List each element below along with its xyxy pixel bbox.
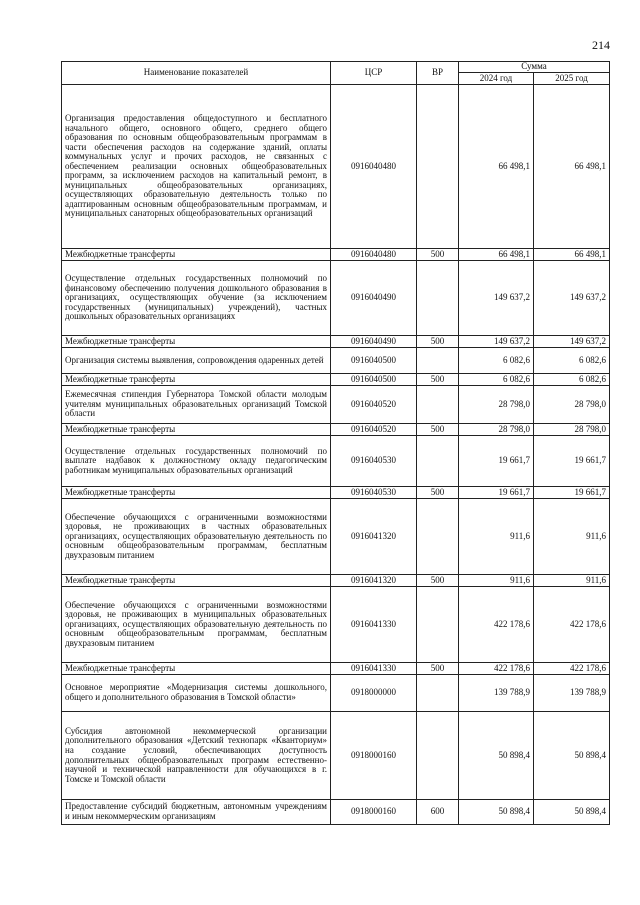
- row-sum-2025: 149 637,2: [534, 336, 610, 348]
- table-row: [62, 374, 610, 386]
- row-name: Организация системы выявления, сопровождения одаренных детей: [62, 348, 331, 374]
- row-sum-2024: 28 798,0: [459, 424, 534, 436]
- row-sum-2025: 50 898,4: [534, 712, 610, 800]
- table-row: [62, 499, 610, 575]
- row-sum-2024: 139 788,9: [459, 675, 534, 712]
- row-name: Осуществление отдельных государственных полномочий по финансовому обеспечению получения дошкольного образования в организациях, осуществляющих обучение (за исключением государственных (муниципальных) учреждений), частных дошкольных образовательных организациях: [62, 261, 331, 336]
- table-row: [62, 424, 610, 436]
- row-sum-2024: 911,6: [459, 575, 534, 587]
- table-header: [62, 62, 610, 85]
- table-row: [62, 675, 610, 712]
- row-name: Межбюджетные трансферты: [62, 249, 331, 261]
- row-sum-2024: 50 898,4: [459, 712, 534, 800]
- row-sum-2024: 149 637,2: [459, 261, 534, 336]
- row-vr: [417, 85, 459, 249]
- row-sum-2025: 6 082,6: [534, 374, 610, 386]
- row-sum-2025: 911,6: [534, 575, 610, 587]
- row-vr: [417, 348, 459, 374]
- table-row: [62, 587, 610, 663]
- row-vr: 500: [417, 663, 459, 675]
- row-vr: [417, 587, 459, 663]
- row-name: Предоставление субсидий бюджетным, автономным учреждениям и иным некоммерческим организациям: [62, 800, 331, 825]
- row-sum-2024: 66 498,1: [459, 85, 534, 249]
- row-vr: 500: [417, 374, 459, 386]
- row-sum-2024: 422 178,6: [459, 663, 534, 675]
- row-vr: 500: [417, 575, 459, 587]
- row-sum-2025: 28 798,0: [534, 386, 610, 424]
- table-row: [62, 712, 610, 800]
- row-csr: 0916041330: [331, 587, 417, 663]
- row-csr: 0916040530: [331, 436, 417, 487]
- row-sum-2025: 422 178,6: [534, 663, 610, 675]
- table-row: [62, 575, 610, 587]
- row-name: Межбюджетные трансферты: [62, 336, 331, 348]
- table-row: [62, 348, 610, 374]
- row-csr: 0918000160: [331, 800, 417, 825]
- row-csr: 0918000000: [331, 675, 417, 712]
- row-name: Межбюджетные трансферты: [62, 424, 331, 436]
- row-name: Обеспечение обучающихся с ограниченными возможностями здоровья, не проживающих в частных образовательных организациях, осуществляющих образовательную деятельность по основным общеобразовательным программам, бесплатным двухразовым питанием: [62, 499, 331, 575]
- row-vr: [417, 712, 459, 800]
- row-vr: [417, 261, 459, 336]
- row-csr: 0916040530: [331, 487, 417, 499]
- row-name: Осуществление отдельных государственных полномочий по выплате надбавок к должностному окладу педагогическим работникам муниципальных образовательных организаций: [62, 436, 331, 487]
- row-vr: [417, 499, 459, 575]
- row-csr: 0916040490: [331, 336, 417, 348]
- row-sum-2025: 139 788,9: [534, 675, 610, 712]
- table-row: [62, 336, 610, 348]
- table-row: [62, 436, 610, 487]
- row-sum-2025: 422 178,6: [534, 587, 610, 663]
- row-vr: 500: [417, 249, 459, 261]
- row-vr: [417, 386, 459, 424]
- row-name: Основное мероприятие «Модернизация системы дошкольного, общего и дополнительного образования в Томской области»: [62, 675, 331, 712]
- row-sum-2024: 19 661,7: [459, 487, 534, 499]
- row-sum-2024: 50 898,4: [459, 800, 534, 825]
- table-row: [62, 386, 610, 424]
- header-year-2024: 2024 год: [459, 73, 534, 85]
- row-csr: 0916040520: [331, 424, 417, 436]
- row-sum-2024: 422 178,6: [459, 587, 534, 663]
- row-sum-2024: 19 661,7: [459, 436, 534, 487]
- row-name: Межбюджетные трансферты: [62, 374, 331, 386]
- row-csr: 0916040520: [331, 386, 417, 424]
- row-name: Организация предоставления общедоступного и бесплатного начального общего, основного общего, среднего общего образования по основным общеобразовательным программам в части обеспечения расходов на содержание зданий, оплаты коммунальных услуг и прочих расходов, не связанных с обеспечением реализации основных общеобразовательных программ, за исключением расходов на капитальный ремонт, в муниципальных общеобразовательных организациях, осуществляющих образовательную деятельность только по адаптированным основным общеобразовательным программам, и муниципальных санаторных общеобразовательных организаций: [62, 85, 331, 249]
- row-name: Ежемесячная стипендия Губернатора Томской области молодым учителям муниципальных образовательных организаций Томской области: [62, 386, 331, 424]
- header-csr: ЦСР: [331, 62, 417, 85]
- row-sum-2025: 6 082,6: [534, 348, 610, 374]
- row-sum-2024: 28 798,0: [459, 386, 534, 424]
- row-sum-2025: 911,6: [534, 499, 610, 575]
- row-sum-2025: 28 798,0: [534, 424, 610, 436]
- row-csr: 0916041330: [331, 663, 417, 675]
- table-row: [62, 249, 610, 261]
- row-vr: 600: [417, 800, 459, 825]
- row-sum-2024: 6 082,6: [459, 348, 534, 374]
- row-vr: 500: [417, 424, 459, 436]
- row-vr: 500: [417, 487, 459, 499]
- row-csr: 0918000160: [331, 712, 417, 800]
- row-sum-2024: 149 637,2: [459, 336, 534, 348]
- row-name: Межбюджетные трансферты: [62, 575, 331, 587]
- table-row: [62, 800, 610, 825]
- row-vr: 500: [417, 336, 459, 348]
- table-row: [62, 85, 610, 249]
- header-sum: Сумма: [459, 62, 610, 73]
- row-sum-2025: 19 661,7: [534, 487, 610, 499]
- row-sum-2024: 66 498,1: [459, 249, 534, 261]
- row-vr: [417, 436, 459, 487]
- row-sum-2025: 66 498,1: [534, 85, 610, 249]
- row-csr: 0916040500: [331, 348, 417, 374]
- row-sum-2025: 19 661,7: [534, 436, 610, 487]
- table-row: [62, 663, 610, 675]
- header-vr: ВР: [417, 62, 459, 85]
- header-name: Наименование показателей: [62, 62, 331, 85]
- row-csr: 0916041320: [331, 575, 417, 587]
- row-name: Субсидия автономной некоммерческой организации дополнительного образования «Детский технопарк «Кванториум» на создание условий, обеспечивающих доступность дополнительных общеобразовательных программ естественно-научной и технической направленности для обучающихся в г. Томске и Томской области: [62, 712, 331, 800]
- header-year-2025: 2025 год: [534, 73, 610, 85]
- row-csr: 0916041320: [331, 499, 417, 575]
- row-vr: [417, 675, 459, 712]
- table-row: [62, 261, 610, 336]
- row-csr: 0916040480: [331, 249, 417, 261]
- row-sum-2024: 6 082,6: [459, 374, 534, 386]
- row-sum-2025: 66 498,1: [534, 249, 610, 261]
- page-number: 214: [592, 38, 610, 52]
- row-csr: 0916040500: [331, 374, 417, 386]
- row-sum-2025: 149 637,2: [534, 261, 610, 336]
- row-sum-2025: 50 898,4: [534, 800, 610, 825]
- row-name: Межбюджетные трансферты: [62, 663, 331, 675]
- row-csr: 0916040490: [331, 261, 417, 336]
- row-name: Обеспечение обучающихся с ограниченными возможностями здоровья, не проживающих в муниципальных образовательных организациях, осуществляющих образовательную деятельность по основным общеобразовательным программам, бесплатным двухразовым питанием: [62, 587, 331, 663]
- row-csr: 0916040480: [331, 85, 417, 249]
- budget-table: [61, 61, 610, 825]
- table-row: [62, 487, 610, 499]
- table-body: [62, 85, 610, 825]
- row-sum-2024: 911,6: [459, 499, 534, 575]
- row-name: Межбюджетные трансферты: [62, 487, 331, 499]
